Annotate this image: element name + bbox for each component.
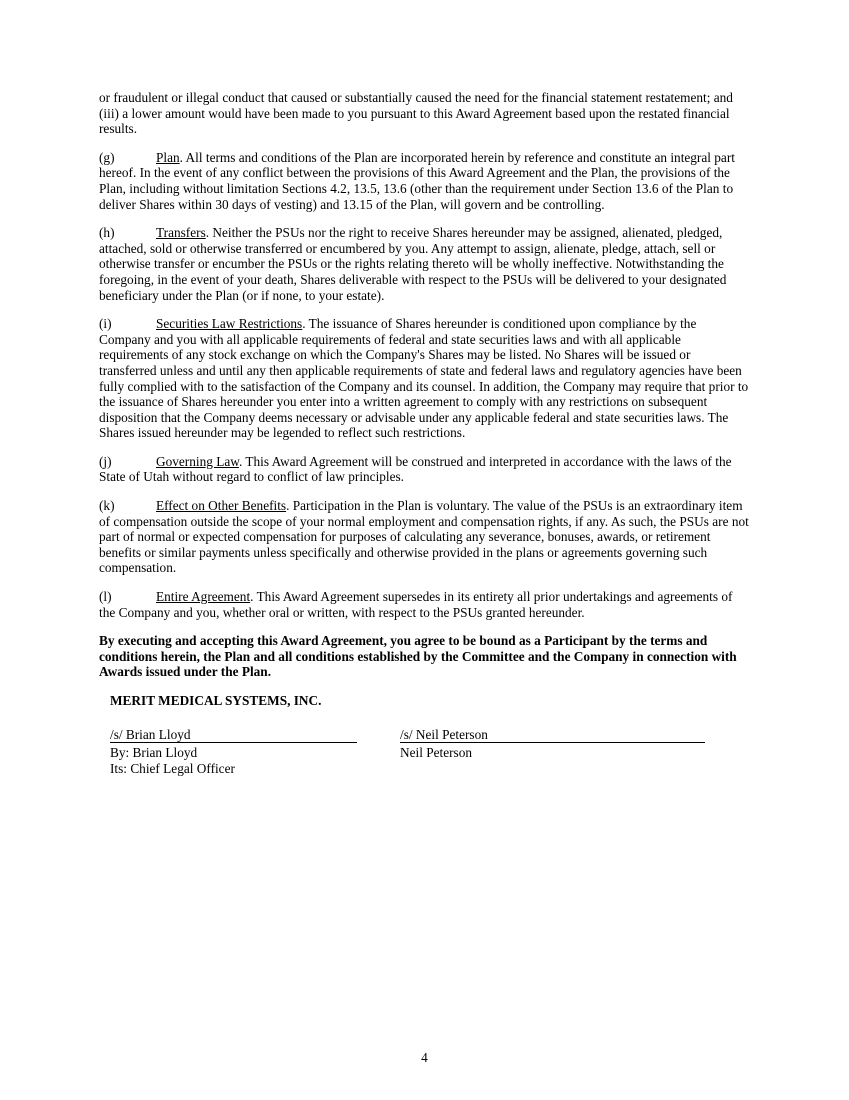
section-j-label: (j) — [99, 453, 112, 469]
section-k-effect-on-other-benefits — [99, 498, 750, 576]
section-h-heading: Transfers — [156, 225, 206, 241]
signature-by-line: By: Brian Lloyd — [110, 745, 198, 761]
signature-line-neil-peterson — [400, 727, 705, 744]
section-g-text: . All terms and conditions of the Plan are incorporated herein by reference and constitute an integral part hereof. In the event of any conflict between the provisions of this Award Agreement and the Plan, the provisions of the Plan, including without limitation Sections 4.2, 13.5, 13.6 (other than the requirement under Section 13.6 of the Plan to deliver Shares within 30 days of vesting) and 13.15 of the Plan, will govern and be controlling. — [99, 149, 735, 212]
section-l-text: . This Award Agreement supersedes in its entirety all prior undertakings and agreements of the Company and you, whether oral or written, with respect to the PSUs granted hereunder. — [99, 589, 733, 620]
section-h-transfers — [99, 225, 750, 303]
section-i-securities-law-restrictions — [99, 316, 750, 441]
section-j-text: . This Award Agreement will be construed and interpreted in accordance with the laws of the State of Utah without regard to conflict of law principles. — [99, 453, 732, 485]
section-i-text: . The issuance of Shares hereunder is conditioned upon compliance by the Company and you with all applicable requirements of federal and state securities laws and with all applicable requirements of any stock exchange on which the Company's Shares may be listed. No Shares will be issued or transferred unless and until any then applicable requirements of state and federal laws and regulatory agencies have been fully complied with to the satisfaction of the Company and its counsel. In addition, the Company may require that prior to the issuance of Shares hereunder you enter into a written agreement to comply with any restrictions on subsequent disposition that the Company deems necessary or advisable under any applicable federal and state securities laws. The Shares issued hereunder may be legended to reflect such restrictions. — [99, 316, 749, 441]
signature-name-line: Neil Peterson — [400, 745, 473, 761]
section-g-plan — [99, 150, 750, 212]
signature-brian-lloyd: /s/ Brian Lloyd — [110, 726, 191, 742]
paragraph-restatement-continuation: or fraudulent or illegal conduct that caused or substantially caused the need for the financial statement restatement; and (iii) a lower amount would have been made to you pursuant to this Award Agreement based upon the restated financial results. — [99, 90, 733, 137]
acceptance-paragraph: By executing and accepting this Award Agreement, you agree to be bound as a Participant by the terms and conditions herein, the Plan and all conditions established by the Committee and the Company in connection with Awards issued under the Plan. — [99, 633, 737, 680]
section-h-label: (h) — [99, 225, 115, 241]
signature-right-column — [400, 727, 710, 777]
section-g-heading: Plan — [156, 149, 180, 165]
section-i-label: (i) — [99, 316, 112, 332]
section-l-entire-agreement — [99, 589, 750, 620]
signature-title-line: Its: Chief Legal Officer — [110, 760, 235, 776]
signature-line-brian-lloyd — [110, 727, 357, 744]
section-g-label: (g) — [99, 149, 115, 165]
page-number: 4 — [421, 1050, 428, 1065]
section-k-label: (k) — [99, 498, 115, 514]
section-j-governing-law — [99, 454, 750, 485]
section-k-text: . Participation in the Plan is voluntary. The value of the PSUs is an extraordinary item of compensation outside the scope of your normal employment and compensation rights, if any. As such, the PSUs are not part of normal or expected compensation for purposes of calculating any severance, bonuses, awards, or retirement benefits or similar payments unless specifically and otherwise provided in the plans or agreements governing such compensation. — [99, 498, 749, 576]
section-h-text: . Neither the PSUs nor the right to receive Shares hereunder may be assigned, alienated, pledged, attached, sold or otherwise transferred or encumbered by you. Any attempt to assign, alienate, pledge, attach, sell or otherwise transfer or encumber the PSUs or the rights relating thereto will be wholly ineffective. Notwithstanding the foregoing, in the event of your death, Shares deliverable with respect to the PSUs will be delivered to your designated beneficiary under the Plan (or if none, to your estate). — [99, 225, 727, 303]
signature-neil-peterson: /s/ Neil Peterson — [400, 726, 488, 742]
signature-left-column — [110, 727, 400, 777]
section-k-heading: Effect on Other Benefits — [156, 498, 287, 514]
signature-block — [110, 727, 750, 777]
section-i-heading: Securities Law Restrictions — [156, 316, 303, 332]
company-name: MERIT MEDICAL SYSTEMS, INC. — [110, 693, 322, 708]
section-j-heading: Governing Law — [156, 453, 239, 469]
section-l-heading: Entire Agreement — [156, 589, 251, 605]
section-l-label: (l) — [99, 589, 112, 605]
